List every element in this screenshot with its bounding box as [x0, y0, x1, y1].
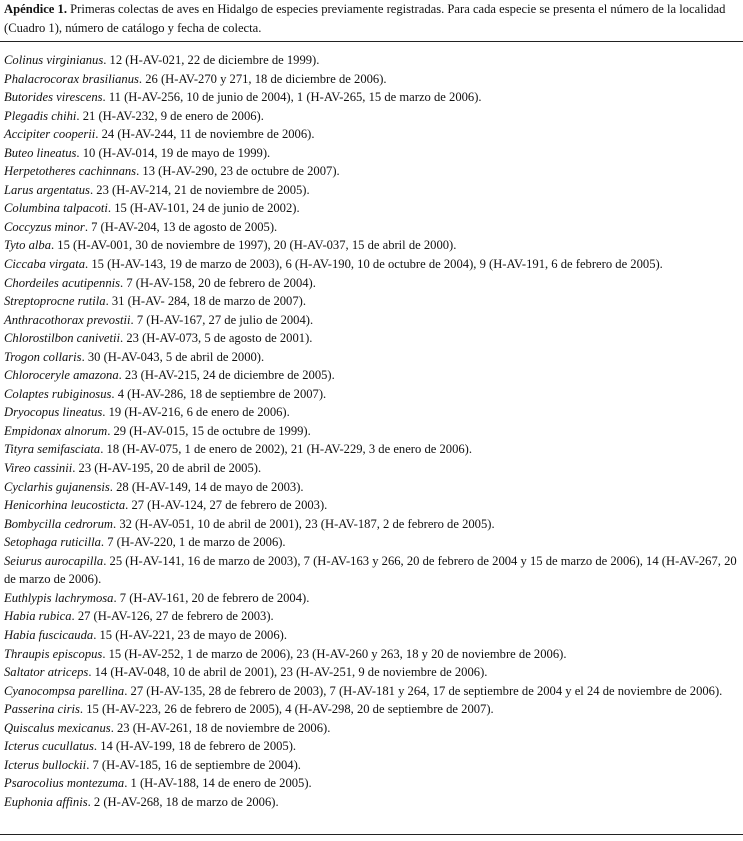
collection-details: . 1 (H-AV-188, 14 de enero de 2005). — [124, 776, 312, 791]
collection-details: . 23 (H-AV-214, 21 de noviembre de 2005). — [89, 182, 310, 197]
collection-details: . 27 (H-AV-124, 27 de febrero de 2003). — [125, 498, 328, 513]
collection-details: . 4 (H-AV-286, 18 de septiembre de 2007). — [111, 386, 327, 401]
list-item — [4, 663, 743, 682]
collection-details: . 10 (H-AV-014, 19 de mayo de 1999). — [76, 145, 271, 160]
list-item — [4, 645, 743, 664]
species-name: Empidonax alnorum — [4, 423, 108, 438]
list-item — [4, 385, 743, 404]
list-item — [4, 552, 743, 589]
collection-details: . 15 (H-AV-221, 23 de mayo de 2006). — [93, 627, 287, 642]
list-item — [4, 199, 743, 218]
list-item — [4, 125, 743, 144]
list-item — [4, 533, 743, 552]
list-item — [4, 274, 743, 293]
collection-details: . 13 (H-AV-290, 23 de octubre de 2007). — [136, 164, 340, 179]
species-name: Euthlypis lachrymosa — [4, 590, 114, 605]
collection-details: . 15 (H-AV-143, 19 de marzo de 2003), 6 (H-AV-190, 10 de octubre de 2004), 9 (H-AV-191, 6 de febrero de 2005). — [85, 257, 663, 272]
species-name: Saltator atriceps — [4, 665, 89, 680]
list-item — [4, 329, 743, 348]
collection-details: . 31 (H-AV- 284, 18 de marzo de 2007). — [105, 294, 306, 309]
collection-details: . 23 (H-AV-195, 20 de abril de 2005). — [72, 461, 262, 476]
list-item — [4, 107, 743, 126]
list-item — [4, 292, 743, 311]
collection-details: . 30 (H-AV-043, 5 de abril de 2000). — [81, 349, 265, 364]
species-name: Icterus cucullatus — [4, 739, 94, 754]
species-name: Habia rubica — [4, 609, 72, 624]
species-name: Chlorostilbon canivetii — [4, 331, 121, 346]
collection-details: . 21 (H-AV-232, 9 de enero de 2006). — [76, 108, 264, 123]
species-list — [4, 51, 743, 811]
collection-details: . 15 (H-AV-223, 26 de febrero de 2005), 4 (H-AV-298, 20 de septiembre de 2007). — [79, 702, 494, 717]
species-name: Seiurus aurocapilla — [4, 553, 104, 568]
collection-details: . 2 (H-AV-268, 18 de marzo de 2006). — [87, 794, 279, 809]
species-name: Butorides virescens — [4, 90, 103, 105]
species-name: Chordeiles acutipennis — [4, 275, 121, 290]
collection-details: . 23 (H-AV-073, 5 de agosto de 2001). — [120, 331, 313, 346]
species-name: Vireo cassinii — [4, 461, 73, 476]
list-item — [4, 51, 743, 70]
list-item — [4, 719, 743, 738]
collection-details: . 32 (H-AV-051, 10 de abril de 2001), 23 (H-AV-187, 2 de febrero de 2005). — [113, 516, 495, 531]
list-item — [4, 88, 743, 107]
species-name: Colinus virginianus — [4, 53, 104, 67]
species-name: Thraupis episcopus — [4, 646, 103, 661]
species-name: Henicorhina leucosticta — [4, 498, 126, 513]
species-name: Habia fuscicauda — [4, 627, 94, 642]
list-item — [4, 737, 743, 756]
species-name: Chloroceryle amazona — [4, 368, 119, 383]
list-item — [4, 181, 743, 200]
collection-details: . 7 (H-AV-158, 20 de febrero de 2004). — [120, 275, 316, 290]
collection-details: . 29 (H-AV-015, 15 de octubre de 1999). — [107, 423, 311, 438]
species-name: Cyclarhis gujanensis — [4, 479, 110, 494]
collection-details: . 26 (H-AV-270 y 271, 18 de diciembre de 2006). — [138, 71, 387, 86]
species-name: Euphonia affinis — [4, 794, 88, 809]
collection-details: . 7 (H-AV-204, 13 de agosto de 2005). — [84, 219, 278, 234]
list-item — [4, 589, 743, 608]
species-name: Tyto alba — [4, 238, 51, 253]
list-item — [4, 348, 743, 367]
collection-details: . 15 (H-AV-252, 1 de marzo de 2006), 23 (H-AV-260 y 263, 18 y 20 de noviembre de 2006). — [102, 646, 567, 661]
collection-details: . 7 (H-AV-185, 16 de septiembre de 2004). — [86, 757, 301, 772]
list-item — [4, 422, 743, 441]
top-rule — [0, 41, 743, 42]
collection-details: . 15 (H-AV-101, 24 de junio de 2002). — [107, 201, 300, 216]
list-item — [4, 403, 743, 422]
collection-details: . 24 (H-AV-244, 11 de noviembre de 2006). — [95, 127, 315, 142]
list-item — [4, 144, 743, 163]
list-item — [4, 218, 743, 237]
list-item — [4, 607, 743, 626]
species-name: Colaptes rubiginosus — [4, 386, 112, 401]
list-item — [4, 459, 743, 478]
collection-details: . 14 (H-AV-199, 18 de febrero de 2005). — [93, 739, 297, 754]
species-name: Herpetotheres cachinnans — [4, 164, 137, 179]
list-item — [4, 700, 743, 719]
list-item — [4, 236, 743, 255]
caption-text: Primeras colectas de aves en Hidalgo de especies previamente registradas. Para cada especie se presenta el número de la localidad (Cuadro 1), número de catálogo y fecha de colecta. — [4, 2, 726, 35]
collection-details: . 7 (H-AV-167, 27 de julio de 2004). — [130, 312, 314, 327]
table-caption — [4, 0, 742, 37]
species-name: Passerina ciris — [4, 702, 80, 717]
species-name: Bombycilla cedrorum — [4, 516, 114, 531]
collection-details: . 27 (H-AV-135, 28 de febrero de 2003), 7 (H-AV-181 y 264, 17 de septiembre de 2004 y el 24 de noviembre de 2006). — [124, 683, 723, 698]
list-item — [4, 311, 743, 330]
list-item — [4, 366, 743, 385]
collection-details: . 11 (H-AV-256, 10 de junio de 2004), 1 (H-AV-265, 15 de marzo de 2006). — [102, 90, 482, 105]
species-name: Ciccaba virgata — [4, 257, 86, 272]
collection-details: . 7 (H-AV-220, 1 de marzo de 2006). — [100, 535, 286, 550]
species-name: Quiscalus mexicanus — [4, 720, 111, 735]
caption-label: Apéndice 1. — [4, 2, 67, 16]
list-item — [4, 255, 743, 274]
species-name: Buteo lineatus — [4, 145, 77, 160]
list-item — [4, 496, 743, 515]
list-item — [4, 774, 743, 793]
list-item — [4, 515, 743, 534]
collection-details: . 28 (H-AV-149, 14 de mayo de 2003). — [109, 479, 304, 494]
species-name: Columbina talpacoti — [4, 201, 108, 216]
collection-details: . 19 (H-AV-216, 6 de enero de 2006). — [102, 405, 290, 420]
species-name: Trogon collaris — [4, 349, 82, 364]
list-item — [4, 162, 743, 181]
collection-details: . 27 (H-AV-126, 27 de febrero de 2003). — [71, 609, 274, 624]
species-name: Larus argentatus — [4, 182, 90, 197]
species-name: Tityra semifasciata — [4, 442, 101, 457]
collection-details: . 23 (H-AV-261, 18 de noviembre de 2006). — [110, 720, 331, 735]
species-name: Streptoprocne rutila — [4, 294, 106, 309]
collection-details: . 14 (H-AV-048, 10 de abril de 2001), 23 (H-AV-251, 9 de noviembre de 2006). — [88, 665, 488, 680]
species-name: Cyanocompsa parellina — [4, 683, 125, 698]
species-name: Coccyzus minor — [4, 219, 85, 234]
list-item — [4, 682, 743, 701]
list-item — [4, 793, 743, 812]
species-name: Plegadis chihi — [4, 108, 77, 123]
list-item — [4, 440, 743, 459]
list-item — [4, 478, 743, 497]
collection-details: . 15 (H-AV-001, 30 de noviembre de 1997), 20 (H-AV-037, 15 de abril de 2000). — [51, 238, 457, 253]
species-name: Accipiter cooperii — [4, 127, 96, 142]
collection-details: . 25 (H-AV-141, 16 de marzo de 2003), 7 (H-AV-163 y 266, 20 de febrero de 2004 y 15 de marzo de 2006), 14 (H-AV-267, 20 de marzo de 2006). — [4, 553, 737, 587]
species-name: Phalacrocorax brasilianus — [4, 71, 139, 86]
collection-details: . 7 (H-AV-161, 20 de febrero de 2004). — [113, 590, 310, 605]
collection-details: . 18 (H-AV-075, 1 de enero de 2002), 21 (H-AV-229, 3 de enero de 2006). — [100, 442, 473, 457]
list-item — [4, 626, 743, 645]
list-item — [4, 756, 743, 775]
collection-details: . 23 (H-AV-215, 24 de diciembre de 2005). — [118, 368, 335, 383]
collection-details: . 12 (H-AV-021, 22 de diciembre de 1999). — [103, 53, 320, 67]
species-name: Icterus bullockii — [4, 757, 87, 772]
species-name: Dryocopus lineatus — [4, 405, 103, 420]
bottom-rule — [0, 834, 743, 835]
species-name: Anthracothorax prevostii — [4, 312, 131, 327]
species-name: Psarocolius montezuma — [4, 776, 125, 791]
list-item — [4, 70, 743, 89]
species-name: Setophaga ruticilla — [4, 535, 101, 550]
